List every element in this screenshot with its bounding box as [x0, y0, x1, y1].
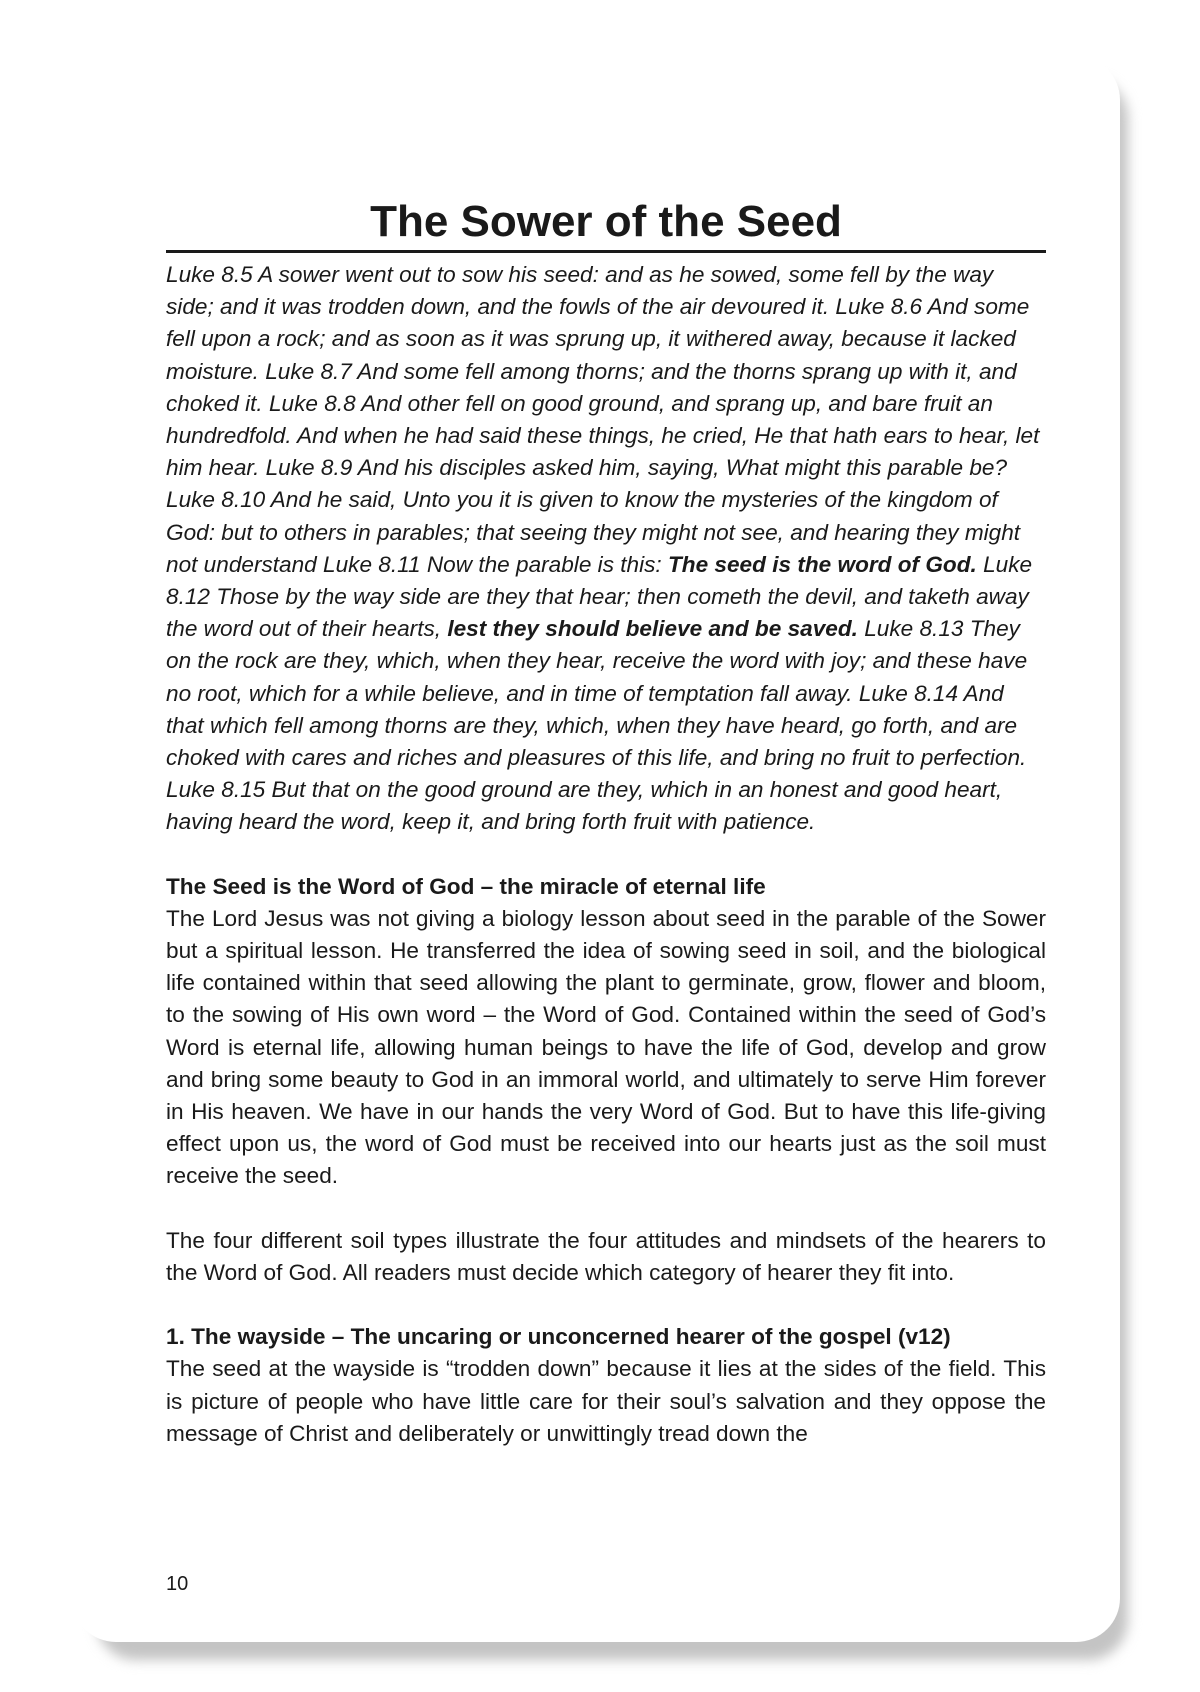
page-number: 10 [166, 1573, 189, 1595]
section-heading: 1. The wayside – The uncaring or unconcerned hearer of the gospel (v12) [166, 1324, 951, 1350]
section-soil-types [166, 1225, 1046, 1289]
page-content [166, 196, 1046, 1450]
section-wayside [166, 1321, 1046, 1450]
scripture-text: Luke 8.12 Those by the way side are they that hear; then cometh the devil, and taketh away the word out of their hearts, [166, 551, 1033, 642]
body-paragraph: The seed at the wayside is “trodden down” because it lies at the sides of the field. This is picture of people who have little care for their soul’s salvation and they oppose the message of Christ and deliberately or unwittingly tread down the [166, 1356, 1046, 1446]
scripture-text: Luke 8.5 A sower went out to sow his seed: and as he sowed, some fell by the way side; and it was trodden down, and the fowls of the air devoured it. Luke 8.6 And some fell upon a rock; and as soon as it was sprung up, it withered away, because it lacked moisture. Luke 8.7 And some fell among thorns; and the thorns sprang up with it, and choked it. Luke 8.8 And other fell on good ground, and sprang up, and bare fruit an hundredfold. And when he had said these things, he cried, He that hath ears to hear, let him hear. Luke 8.9 And his disciples asked him, saying, What might this parable be? Luke 8.10 And he said, Unto you it is given to know the mysteries of the kingdom of God: but to others in parables; that seeing they might not see, and hearing they might not understand Luke 8.11 Now the parable is this: [166, 262, 1040, 577]
page-title: The Sower of the Seed [166, 196, 1046, 253]
scripture-text: Luke 8.13 They on the rock are they, which, when they hear, receive the word with joy; and these have no root, which for a while believe, and in time of temptation fall away. Luke 8.14 And that which fell among thorns are they, which, when they have heard, go forth, and are choked with cares and riches and pleasures of this life, and bring no fruit to perfection. Luke 8.15 But that on the good ground are they, which in an honest and good heart, having heard the word, keep it, and bring forth fruit with patience. [166, 616, 1028, 835]
section-heading: The Seed is the Word of God – the miracle of eternal life [166, 873, 766, 899]
body-paragraph: The four different soil types illustrate the four attitudes and mindsets of the hearers to the Word of God. All readers must decide which category of hearer they fit into. [166, 1227, 1046, 1285]
section-seed-word [166, 871, 1046, 1193]
scripture-passage [166, 259, 1046, 839]
body-paragraph: The Lord Jesus was not giving a biology lesson about seed in the parable of the Sower but a spiritual lesson. He transferred the idea of sowing seed in soil, and the biological life contained within that seed allowing the plant to germinate, grow, flower and bloom, to the sowing of His own word – the Word of God. Contained within the seed of God’s Word is eternal life, allowing human beings to have the life of God, develop and grow and bring some beauty to God in an immoral world, and ultimately to serve Him forever in His heaven. We have in our hands the very Word of God. But to have this life-giving effect upon us, the word of God must be received into our hearts just as the soil must receive the seed. [166, 905, 1046, 1189]
scripture-emphasis: The seed is the word of God. [667, 551, 977, 577]
scripture-emphasis: lest they should believe and be saved. [447, 616, 858, 642]
